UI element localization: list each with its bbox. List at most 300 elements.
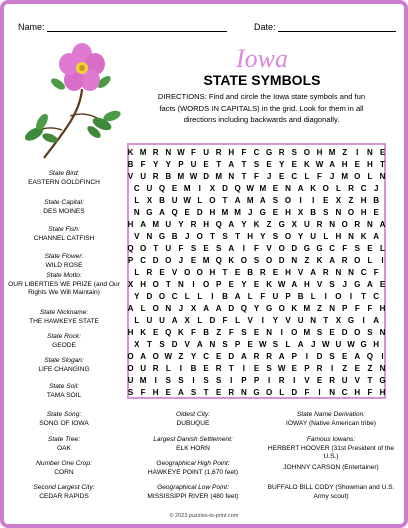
grid-letter[interactable]: H — [152, 388, 159, 397]
grid-letter[interactable]: P — [291, 352, 297, 361]
grid-letter[interactable]: O — [152, 280, 159, 289]
grid-letter[interactable]: G — [303, 244, 310, 253]
grid-letter[interactable]: Y — [134, 292, 140, 301]
grid-letter[interactable]: F — [254, 172, 259, 181]
grid-letter[interactable]: F — [228, 328, 234, 337]
grid-letter[interactable]: C — [171, 292, 178, 301]
grid-letter[interactable]: F — [241, 148, 247, 157]
grid-letter[interactable]: K — [228, 256, 235, 265]
grid-letter[interactable]: A — [297, 340, 304, 349]
grid-letter[interactable]: P — [304, 364, 310, 373]
grid-letter[interactable]: N — [367, 220, 373, 229]
grid-letter[interactable]: D — [291, 388, 298, 397]
grid-letter[interactable]: U — [140, 364, 146, 373]
grid-letter[interactable]: H — [367, 160, 373, 169]
grid-letter[interactable]: A — [228, 220, 235, 229]
grid-letter[interactable]: K — [310, 184, 317, 193]
grid-letter[interactable]: A — [228, 244, 235, 253]
grid-letter[interactable]: O — [152, 304, 159, 313]
grid-letter[interactable]: U — [159, 316, 165, 325]
grid-letter[interactable]: X — [335, 316, 342, 325]
grid-letter[interactable]: C — [133, 184, 140, 193]
grid-letter[interactable]: S — [266, 364, 272, 373]
grid-letter[interactable]: D — [228, 304, 235, 313]
grid-letter[interactable]: N — [241, 388, 247, 397]
grid-letter[interactable]: E — [153, 328, 159, 337]
date-field[interactable] — [254, 22, 396, 32]
grid-letter[interactable]: T — [241, 172, 247, 181]
grid-letter[interactable]: S — [241, 328, 247, 337]
grid-letter[interactable]: T — [367, 376, 373, 385]
grid-letter[interactable]: N — [329, 220, 335, 229]
grid-letter[interactable]: R — [152, 364, 159, 373]
grid-letter[interactable]: O — [291, 328, 298, 337]
grid-letter[interactable]: S — [159, 340, 165, 349]
grid-letter[interactable]: Z — [367, 364, 373, 373]
grid-letter[interactable]: U — [171, 196, 178, 205]
grid-letter[interactable]: I — [154, 376, 157, 385]
grid-letter[interactable]: R — [341, 256, 348, 265]
grid-letter[interactable]: F — [191, 328, 196, 337]
grid-letter[interactable]: W — [177, 148, 185, 157]
grid-letter[interactable]: N — [379, 172, 386, 181]
grid-letter[interactable]: L — [184, 292, 190, 301]
grid-letter[interactable]: I — [198, 184, 201, 193]
grid-letter[interactable]: B — [373, 196, 380, 205]
grid-letter[interactable]: M — [139, 148, 147, 157]
grid-letter[interactable]: I — [381, 352, 384, 361]
grid-letter[interactable]: R — [190, 220, 197, 229]
grid-letter[interactable]: M — [183, 184, 191, 193]
grid-letter[interactable]: N — [329, 304, 335, 313]
grid-letter[interactable]: E — [354, 364, 360, 373]
grid-letter[interactable]: D — [196, 208, 203, 217]
grid-letter[interactable]: E — [329, 328, 335, 337]
grid-letter[interactable]: O — [347, 208, 355, 217]
grid-letter[interactable]: L — [140, 304, 146, 313]
grid-letter[interactable]: Y — [260, 232, 266, 241]
grid-letter[interactable]: M — [202, 256, 210, 265]
grid-letter[interactable]: S — [216, 244, 222, 253]
grid-letter[interactable]: C — [360, 184, 367, 193]
grid-letter[interactable]: R — [152, 148, 159, 157]
grid-letter[interactable]: P — [253, 376, 260, 385]
grid-letter[interactable]: L — [197, 316, 203, 325]
grid-letter[interactable]: X — [291, 220, 297, 229]
grid-letter[interactable]: F — [304, 388, 310, 397]
grid-letter[interactable]: N — [379, 328, 386, 337]
grid-letter[interactable]: O — [240, 256, 247, 265]
grid-letter[interactable]: I — [267, 376, 271, 385]
grid-letter[interactable]: H — [316, 148, 323, 157]
grid-letter[interactable]: G — [354, 280, 361, 289]
grid-letter[interactable]: Y — [178, 220, 184, 229]
grid-letter[interactable]: O — [278, 304, 285, 313]
grid-letter[interactable]: A — [329, 160, 335, 169]
grid-letter[interactable]: E — [234, 268, 241, 277]
grid-letter[interactable]: A — [241, 352, 247, 361]
grid-letter[interactable]: G — [316, 244, 323, 253]
grid-letter[interactable]: O — [354, 256, 361, 265]
grid-letter[interactable]: O — [127, 352, 134, 361]
grid-letter[interactable]: T — [216, 160, 222, 169]
grid-letter[interactable]: I — [330, 364, 334, 373]
grid-letter[interactable]: L — [197, 196, 203, 205]
grid-letter[interactable]: C — [140, 256, 146, 265]
grid-letter[interactable]: I — [211, 292, 214, 301]
grid-letter[interactable]: A — [373, 232, 380, 241]
grid-letter[interactable]: G — [379, 376, 386, 385]
grid-letter[interactable]: J — [342, 280, 347, 289]
grid-letter[interactable]: C — [253, 148, 260, 157]
grid-letter[interactable]: N — [335, 208, 342, 217]
grid-letter[interactable]: R — [348, 184, 354, 193]
grid-letter[interactable]: B — [203, 328, 209, 337]
grid-letter[interactable]: T — [380, 160, 385, 169]
grid-letter[interactable]: D — [341, 328, 348, 337]
grid-letter[interactable]: M — [341, 172, 349, 181]
grid-letter[interactable]: R — [322, 268, 329, 277]
grid-letter[interactable]: R — [316, 220, 323, 229]
grid-letter[interactable]: F — [178, 244, 184, 253]
grid-letter[interactable]: O — [341, 220, 348, 229]
grid-letter[interactable]: S — [354, 244, 360, 253]
grid-letter[interactable]: M — [221, 208, 229, 217]
grid-letter[interactable]: V — [354, 376, 360, 385]
grid-letter[interactable]: S — [329, 280, 335, 289]
grid-letter[interactable]: U — [127, 376, 134, 385]
grid-letter[interactable]: J — [266, 172, 272, 181]
grid-letter[interactable]: L — [235, 316, 241, 325]
grid-letter[interactable]: A — [291, 280, 298, 289]
grid-letter[interactable]: X — [335, 196, 342, 205]
grid-letter[interactable]: L — [380, 244, 385, 253]
grid-letter[interactable]: C — [329, 244, 335, 253]
grid-letter[interactable]: H — [228, 148, 235, 157]
grid-letter[interactable]: I — [349, 292, 353, 301]
grid-letter[interactable]: W — [277, 364, 286, 373]
grid-letter[interactable]: R — [228, 388, 235, 397]
grid-letter[interactable]: Z — [178, 352, 184, 361]
grid-letter[interactable]: H — [285, 208, 291, 217]
grid-letter[interactable]: I — [324, 292, 327, 301]
grid-letter[interactable]: C — [291, 172, 298, 181]
grid-letter[interactable]: S — [190, 244, 197, 253]
grid-letter[interactable]: J — [178, 304, 184, 313]
grid-letter[interactable]: A — [215, 304, 222, 313]
grid-letter[interactable]: P — [342, 304, 348, 313]
grid-letter[interactable]: X — [190, 304, 197, 313]
grid-letter[interactable]: W — [277, 280, 286, 289]
grid-letter[interactable]: E — [367, 244, 373, 253]
grid-letter[interactable]: T — [235, 232, 241, 241]
grid-letter[interactable]: Z — [266, 220, 272, 229]
grid-letter[interactable]: L — [197, 292, 203, 301]
grid-letter[interactable]: X — [297, 208, 304, 217]
grid-letter[interactable]: O — [196, 232, 203, 241]
grid-letter[interactable]: V — [285, 316, 291, 325]
grid-letter[interactable]: W — [347, 340, 355, 349]
grid-letter[interactable]: G — [265, 148, 273, 157]
grid-letter[interactable]: H — [127, 328, 134, 337]
grid-letter[interactable]: E — [203, 160, 209, 169]
grid-letter[interactable]: N — [348, 268, 354, 277]
grid-letter[interactable]: K — [178, 328, 184, 337]
grid-letter[interactable]: E — [165, 388, 171, 397]
grid-letter[interactable]: Z — [216, 328, 222, 337]
grid-letter[interactable]: V — [127, 172, 134, 181]
grid-letter[interactable]: T — [146, 340, 152, 349]
grid-letter[interactable]: W — [189, 172, 198, 181]
grid-letter[interactable]: O — [335, 292, 342, 301]
grid-letter[interactable]: H — [285, 268, 291, 277]
grid-letter[interactable]: E — [159, 268, 165, 277]
grid-letter[interactable]: F — [140, 160, 146, 169]
grid-letter[interactable]: H — [354, 388, 361, 397]
grid-letter[interactable]: W — [315, 160, 324, 169]
grid-letter[interactable]: T — [222, 196, 228, 205]
grid-letter[interactable]: O — [127, 364, 134, 373]
grid-letter[interactable]: A — [228, 160, 235, 169]
grid-letter[interactable]: M — [328, 148, 336, 157]
grid-letter[interactable]: Q — [215, 220, 222, 229]
grid-letter[interactable]: I — [312, 196, 315, 205]
grid-letter[interactable]: M — [246, 196, 254, 205]
grid-letter[interactable]: N — [165, 148, 172, 157]
grid-letter[interactable]: M — [139, 376, 147, 385]
grid-letter[interactable]: K — [291, 304, 298, 313]
grid-letter[interactable]: U — [310, 232, 317, 241]
grid-letter[interactable]: B — [247, 268, 254, 277]
grid-letter[interactable]: R — [316, 364, 323, 373]
grid-letter[interactable]: E — [291, 160, 297, 169]
grid-letter[interactable]: O — [284, 196, 292, 205]
grid-letter[interactable]: S — [367, 328, 373, 337]
grid-letter[interactable]: E — [354, 160, 360, 169]
name-field[interactable] — [18, 22, 227, 32]
grid-letter[interactable]: G — [278, 220, 285, 229]
grid-letter[interactable]: L — [165, 364, 171, 373]
grid-letter[interactable]: L — [335, 184, 341, 193]
grid-letter[interactable]: E — [216, 388, 222, 397]
grid-letter[interactable]: A — [159, 208, 165, 217]
grid-letter[interactable]: M — [234, 208, 241, 217]
grid-letter[interactable]: D — [203, 172, 209, 181]
grid-letter[interactable]: V — [134, 232, 140, 241]
grid-letter[interactable]: I — [293, 376, 296, 385]
grid-letter[interactable]: H — [209, 268, 216, 277]
grid-letter[interactable]: C — [373, 292, 380, 301]
grid-letter[interactable]: E — [379, 280, 386, 289]
grid-letter[interactable]: A — [278, 352, 285, 361]
grid-letter[interactable]: W — [322, 340, 330, 349]
grid-letter[interactable]: G — [253, 388, 260, 397]
grid-letter[interactable]: T — [361, 292, 367, 301]
grid-letter[interactable]: E — [291, 364, 297, 373]
grid-letter[interactable]: H — [379, 304, 386, 313]
grid-letter[interactable]: S — [291, 148, 297, 157]
grid-letter[interactable]: T — [228, 364, 234, 373]
grid-letter[interactable]: S — [165, 376, 171, 385]
grid-letter[interactable]: S — [216, 376, 222, 385]
grid-letter[interactable]: O — [196, 268, 203, 277]
grid-letter[interactable]: L — [367, 172, 373, 181]
grid-letter[interactable]: I — [179, 364, 182, 373]
grid-letter[interactable]: G — [347, 316, 355, 325]
grid-letter[interactable]: D — [171, 340, 178, 349]
grid-letter[interactable]: R — [354, 220, 361, 229]
grid-letter[interactable]: X — [134, 340, 140, 349]
grid-letter[interactable]: P — [178, 160, 184, 169]
grid-letter[interactable]: H — [209, 208, 216, 217]
grid-letter[interactable]: M — [177, 172, 185, 181]
grid-letter[interactable]: R — [266, 352, 272, 361]
grid-letter[interactable]: M — [259, 184, 267, 193]
grid-letter[interactable]: A — [373, 316, 380, 325]
grid-letter[interactable]: Q — [240, 304, 247, 313]
grid-letter[interactable]: G — [360, 340, 367, 349]
grid-letter[interactable]: F — [254, 244, 259, 253]
grid-letter[interactable]: L — [134, 316, 140, 325]
grid-letter[interactable]: I — [299, 196, 302, 205]
grid-letter[interactable]: L — [279, 388, 285, 397]
grid-letter[interactable]: Y — [241, 280, 247, 289]
grid-letter[interactable]: H — [360, 196, 367, 205]
grid-letter[interactable]: E — [316, 376, 323, 385]
grid-letter[interactable]: C — [203, 352, 209, 361]
grid-letter[interactable]: A — [329, 256, 335, 265]
grid-letter[interactable]: E — [272, 208, 279, 217]
grid-letter[interactable]: F — [317, 172, 322, 181]
grid-letter[interactable]: W — [183, 196, 191, 205]
grid-letter[interactable]: L — [247, 292, 253, 301]
grid-letter[interactable]: B — [165, 172, 172, 181]
grid-letter[interactable]: Z — [317, 304, 322, 313]
grid-letter[interactable]: R — [329, 376, 335, 385]
grid-letter[interactable]: X — [146, 196, 153, 205]
grid-letter[interactable]: T — [241, 160, 247, 169]
grid-letter[interactable]: P — [216, 280, 222, 289]
grid-letter[interactable]: J — [329, 172, 335, 181]
grid-letter[interactable]: Q — [158, 184, 166, 193]
grid-letter[interactable]: U — [335, 340, 342, 349]
grid-letter[interactable]: H — [341, 160, 348, 169]
grid-letter[interactable]: D — [278, 256, 285, 265]
grid-letter[interactable]: V — [266, 244, 272, 253]
grid-letter[interactable]: Y — [190, 352, 197, 361]
grid-letter[interactable]: N — [335, 268, 342, 277]
grid-letter[interactable]: N — [367, 148, 373, 157]
grid-letter[interactable]: E — [279, 172, 285, 181]
grid-letter[interactable]: O — [139, 244, 147, 253]
grid-letter[interactable]: N — [379, 364, 386, 373]
grid-letter[interactable]: S — [253, 256, 260, 265]
grid-letter[interactable]: V — [171, 268, 178, 277]
grid-letter[interactable]: E — [253, 364, 260, 373]
grid-letter[interactable]: A — [203, 304, 209, 313]
grid-letter[interactable]: L — [367, 256, 373, 265]
grid-letter[interactable]: P — [127, 256, 134, 265]
grid-letter[interactable]: J — [310, 340, 316, 349]
grid-letter[interactable]: K — [127, 148, 134, 157]
grid-letter[interactable]: A — [178, 388, 184, 397]
grid-letter[interactable]: A — [234, 196, 241, 205]
grid-letter[interactable]: P — [241, 376, 247, 385]
grid-letter[interactable]: M — [215, 172, 223, 181]
grid-letter[interactable]: A — [140, 352, 146, 361]
grid-letter[interactable]: B — [171, 232, 178, 241]
grid-letter[interactable]: L — [310, 292, 316, 301]
grid-letter[interactable]: U — [146, 184, 153, 193]
grid-letter[interactable]: P — [234, 340, 241, 349]
grid-letter[interactable]: U — [272, 292, 279, 301]
grid-letter[interactable]: G — [259, 208, 266, 217]
grid-letter[interactable]: Z — [342, 148, 348, 157]
grid-letter[interactable]: S — [222, 232, 228, 241]
grid-letter[interactable]: B — [222, 292, 228, 301]
grid-letter[interactable]: O — [184, 268, 191, 277]
grid-letter[interactable]: N — [329, 388, 335, 397]
grid-letter[interactable]: R — [278, 148, 285, 157]
grid-letter[interactable]: K — [266, 280, 272, 289]
grid-letter[interactable]: T — [209, 232, 215, 241]
grid-letter[interactable]: N — [165, 304, 172, 313]
grid-letter[interactable]: I — [230, 376, 233, 385]
grid-letter[interactable]: E — [171, 184, 178, 193]
grid-letter[interactable]: O — [303, 148, 310, 157]
grid-letter[interactable]: G — [265, 304, 273, 313]
grid-letter[interactable]: K — [316, 256, 323, 265]
grid-letter[interactable]: X — [127, 280, 134, 289]
grid-letter[interactable]: D — [228, 352, 235, 361]
grid-letter[interactable]: F — [367, 388, 373, 397]
grid-letter[interactable]: T — [165, 280, 171, 289]
grid-letter[interactable]: O — [209, 196, 216, 205]
grid-letter[interactable]: U — [146, 316, 153, 325]
grid-letter[interactable]: I — [305, 352, 308, 361]
grid-letter[interactable]: F — [140, 388, 146, 397]
grid-letter[interactable]: O — [165, 256, 172, 265]
grid-letter[interactable]: A — [297, 184, 304, 193]
grid-letter[interactable]: N — [266, 328, 272, 337]
grid-letter[interactable]: O — [284, 232, 292, 241]
grid-letter[interactable]: E — [323, 196, 329, 205]
grid-letter[interactable]: A — [310, 268, 317, 277]
grid-letter[interactable]: Y — [253, 304, 260, 313]
grid-letter[interactable]: Y — [279, 160, 285, 169]
grid-letter[interactable]: N — [209, 340, 216, 349]
grid-letter[interactable]: Q — [366, 352, 373, 361]
grid-letter[interactable]: H — [140, 280, 146, 289]
grid-letter[interactable]: B — [297, 292, 304, 301]
grid-letter[interactable]: T — [222, 268, 228, 277]
grid-letter[interactable]: M — [303, 304, 311, 313]
grid-letter[interactable]: I — [192, 376, 195, 385]
grid-letter[interactable]: E — [253, 280, 260, 289]
grid-letter[interactable]: N — [133, 208, 140, 217]
grid-letter[interactable]: D — [152, 256, 159, 265]
grid-letter[interactable]: K — [304, 160, 310, 169]
grid-letter[interactable]: E — [190, 256, 197, 265]
grid-letter[interactable]: Y — [297, 232, 304, 241]
grid-letter[interactable]: A — [367, 280, 373, 289]
grid-letter[interactable]: Y — [153, 160, 159, 169]
grid-letter[interactable]: E — [272, 184, 279, 193]
grid-letter[interactable]: W — [246, 184, 254, 193]
grid-letter[interactable]: S — [127, 388, 134, 397]
grid-letter[interactable]: G — [158, 232, 166, 241]
grid-letter[interactable]: M — [303, 328, 311, 337]
